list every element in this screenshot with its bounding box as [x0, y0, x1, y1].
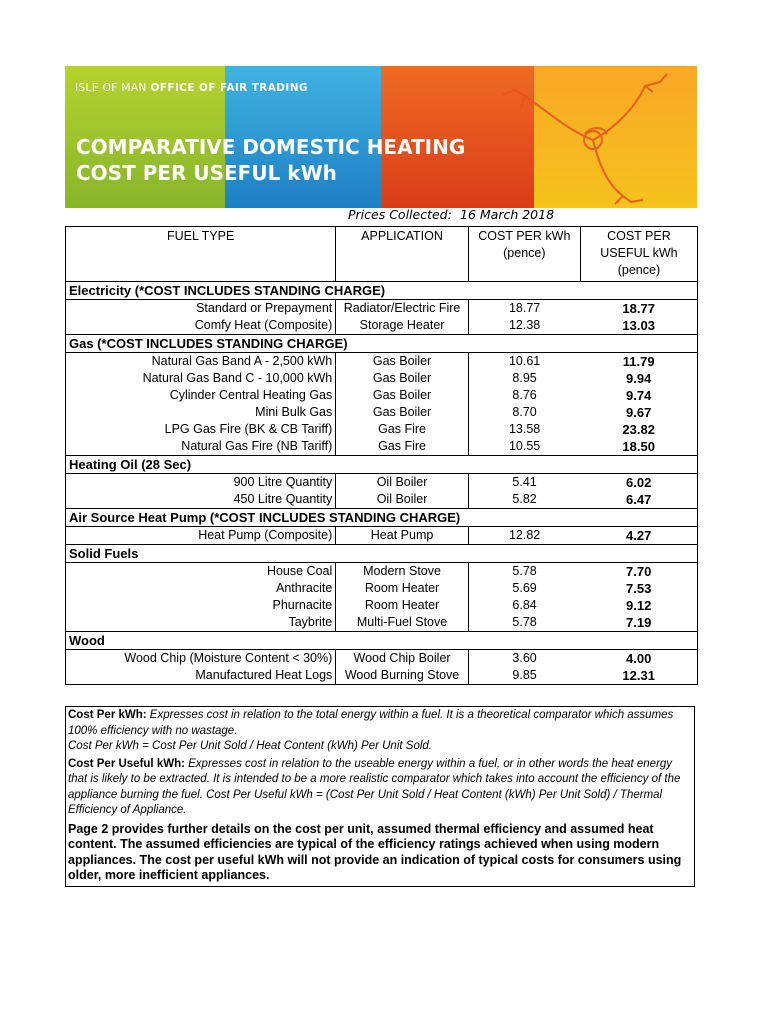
cost-per-kwh-cell: 5.78	[468, 614, 580, 632]
cost-per-useful-kwh-cell: 7.19	[580, 614, 697, 632]
cost-per-kwh-cell: 5.82	[468, 491, 580, 509]
cost-per-kwh-cell: 9.85	[468, 667, 580, 685]
header-fuel-type: FUEL TYPE	[66, 227, 336, 282]
fuel-type-cell: Wood Chip (Moisture Content < 30%)	[66, 650, 336, 668]
cost-per-kwh-cell: 10.61	[508, 354, 541, 368]
fuel-type-cell: 900 Litre Quantity	[66, 474, 336, 492]
cost-per-useful-kwh-cell: 12.31	[580, 667, 697, 685]
prices-collected	[348, 207, 554, 222]
application-cell: Gas Fire	[336, 438, 469, 456]
cost-per-useful-kwh-cell: 4.27	[580, 527, 697, 545]
fuel-type-cell: Cylinder Central Heating Gas	[66, 387, 336, 404]
application-cell: Gas Boiler	[336, 387, 469, 404]
table-row	[66, 650, 698, 668]
table-row	[66, 597, 698, 614]
table-header-row	[66, 227, 698, 282]
table-row	[66, 300, 698, 318]
fuel-type-cell: Manufactured Heat Logs	[66, 667, 336, 685]
application-cell: Storage Heater	[336, 317, 469, 335]
org-prefix: ISLE OF MAN	[75, 82, 147, 94]
section-row	[66, 456, 698, 474]
section-title: Heating Oil (28 Sec)	[66, 456, 698, 474]
table-row	[66, 370, 698, 387]
table-row	[66, 438, 698, 456]
table-row	[66, 353, 698, 371]
application-cell: Gas Boiler	[336, 370, 469, 387]
application-cell: Radiator/Electric Fire	[336, 300, 469, 318]
section-title: Gas (*COST INCLUDES STANDING CHARGE)	[66, 335, 698, 353]
table-body	[66, 282, 698, 685]
table-row	[66, 491, 698, 509]
table-row	[66, 404, 698, 421]
cost-per-useful-kwh-cell: 6.47	[580, 491, 697, 509]
cost-per-kwh-cell: 12.38	[468, 317, 580, 335]
prices-date: 16 March 2018	[460, 207, 555, 222]
title-line-1: COMPARATIVE DOMESTIC HEATING	[76, 135, 466, 159]
header-cost-line-2: (pence)	[503, 246, 546, 260]
cost-per-useful-kwh-cell: 18.77	[580, 300, 697, 318]
cost-per-kwh-cell: 8.76	[512, 388, 537, 402]
header-banner	[65, 66, 697, 208]
application-cell: Gas Fire	[336, 421, 469, 438]
application-cell: Gas Boiler	[336, 353, 469, 371]
header-useful-line-3: (pence)	[617, 263, 661, 277]
table-row	[66, 614, 698, 632]
cost-per-useful-kwh-cell: 9.74	[580, 387, 697, 404]
application-cell: Gas Boiler	[336, 404, 469, 421]
org-name: OFFICE OF FAIR TRADING	[150, 82, 308, 94]
application-cell: Room Heater	[336, 597, 469, 614]
cost-per-kwh-cell: 5.41	[512, 475, 537, 489]
note-cpk-label: Cost Per kWh:	[68, 709, 147, 721]
cost-per-kwh-cell: 6.84	[512, 598, 537, 612]
note-cpuk-text: Expresses cost in relation to the useable energy within a fuel, or in other words the heat energy that is likely to be extracted. It is intended to be a more realistic comparator which takes into account the efficiency of the appliance burning the fuel. Cost Per Useful kWh = (Cost Per Unit Sold / Heat Content (kWh) Per Unit Sold) / Thermal Efficiency of Appliance.	[68, 757, 681, 816]
table-row	[66, 580, 698, 597]
cost-per-kwh-cell: 5.69	[512, 581, 537, 595]
cost-per-useful-kwh-cell: 9.12	[580, 597, 697, 614]
header-cost-per-useful-kwh	[580, 227, 697, 282]
cost-per-useful-kwh-cell: 6.02	[580, 474, 697, 492]
cost-per-useful-kwh-cell: 23.82	[580, 421, 697, 438]
fuel-type-cell: Standard or Prepayment	[66, 300, 336, 318]
application-cell: Wood Chip Boiler	[336, 650, 469, 668]
fuel-type-cell: Natural Gas Band A - 2,500 kWh	[66, 353, 336, 371]
application-cell: Modern Stove	[336, 563, 469, 581]
section-row	[66, 632, 698, 650]
cost-per-useful-kwh-cell: 11.79	[580, 353, 697, 371]
prices-label: Prices Collected:	[348, 207, 452, 222]
section-title: Wood	[66, 632, 698, 650]
fuel-type-cell: Natural Gas Band C - 10,000 kWh	[66, 370, 336, 387]
cost-per-useful-kwh-cell: 4.00	[580, 650, 697, 668]
note-cpk-formula: Cost Per kWh = Cost Per Unit Sold / Heat Content (kWh) Per Unit Sold.	[68, 740, 432, 752]
fuel-type-cell: Heat Pump (Composite)	[66, 527, 336, 545]
three-legs-emblem-icon	[495, 68, 695, 208]
cost-per-kwh-cell: 12.82	[468, 527, 580, 545]
header-cost-line-1: COST PER kWh	[478, 229, 571, 243]
header-application: APPLICATION	[336, 227, 469, 282]
heating-cost-table	[65, 226, 698, 685]
organisation-name	[75, 82, 308, 94]
note-cost-per-kwh	[68, 708, 688, 755]
fuel-type-cell: LPG Gas Fire (BK & CB Tariff)	[66, 421, 336, 438]
cost-per-useful-kwh-cell: 9.67	[580, 404, 697, 421]
fuel-type-cell: Phurnacite	[66, 597, 336, 614]
fuel-type-cell: House Coal	[66, 563, 336, 581]
section-title: Solid Fuels	[66, 545, 698, 563]
page-title	[76, 134, 465, 186]
fuel-type-cell: 450 Litre Quantity	[66, 491, 336, 509]
section-row	[66, 545, 698, 563]
header-useful-line-1: COST PER	[607, 229, 671, 243]
cost-per-kwh-cell: 10.55	[468, 438, 580, 456]
application-cell: Heat Pump	[336, 527, 469, 545]
section-title: Electricity (*COST INCLUDES STANDING CHARGE)	[66, 282, 698, 300]
fuel-type-cell: Taybrite	[66, 614, 336, 632]
application-cell: Oil Boiler	[336, 491, 469, 509]
application-cell: Oil Boiler	[336, 474, 469, 492]
application-cell: Wood Burning Stove	[336, 667, 469, 685]
application-cell: Room Heater	[336, 580, 469, 597]
fuel-type-cell: Natural Gas Fire (NB Tariff)	[66, 438, 336, 456]
table-row	[66, 421, 698, 438]
application-cell: Multi-Fuel Stove	[336, 614, 469, 632]
section-row	[66, 282, 698, 300]
cost-per-useful-kwh-cell: 7.53	[580, 580, 697, 597]
notes-box	[65, 706, 695, 887]
cost-per-kwh-cell: 8.95	[512, 371, 537, 385]
section-title: Air Source Heat Pump (*COST INCLUDES STANDING CHARGE)	[66, 509, 698, 527]
note-cost-per-useful-kwh	[68, 757, 688, 819]
fuel-type-cell: Comfy Heat (Composite)	[66, 317, 336, 335]
table-row	[66, 387, 698, 404]
section-row	[66, 335, 698, 353]
table-row	[66, 667, 698, 685]
fuel-type-cell: Anthracite	[66, 580, 336, 597]
table-row	[66, 527, 698, 545]
cost-per-useful-kwh-cell: 13.03	[580, 317, 697, 335]
header-cost-per-kwh	[468, 227, 580, 282]
cost-per-kwh-cell: 18.77	[508, 301, 541, 315]
cost-per-useful-kwh-cell: 7.70	[580, 563, 697, 581]
fuel-type-cell: Mini Bulk Gas	[66, 404, 336, 421]
note-page-2: Page 2 provides further details on the cost per unit, assumed thermal efficiency and assumed heat content. The assumed efficiencies are typical of the efficiency ratings achieved when using modern appliances. The cost per useful kWh will not provide an indication of typical costs for consumers using older, more inefficient appliances.	[68, 821, 682, 882]
table-row	[66, 563, 698, 581]
table-row	[66, 317, 698, 335]
cost-per-useful-kwh-cell: 9.94	[580, 370, 697, 387]
title-line-2: COST PER USEFUL kWh	[76, 161, 337, 185]
note-cpuk-label: Cost Per Useful kWh:	[68, 757, 185, 770]
table-row	[66, 474, 698, 492]
cost-per-useful-kwh-cell: 18.50	[580, 438, 697, 456]
cost-per-kwh-cell: 3.60	[512, 651, 537, 665]
section-row	[66, 509, 698, 527]
header-useful-line-2: USEFUL kWh	[600, 246, 678, 260]
cost-per-kwh-cell: 13.58	[508, 422, 541, 436]
cost-per-kwh-cell: 8.70	[512, 405, 537, 419]
cost-per-kwh-cell: 5.78	[512, 564, 537, 578]
note-cpk-text: Expresses cost in relation to the total energy within a fuel. It is a theoretical comparator which assumes 100% efficiency with no wastage.	[68, 709, 674, 737]
